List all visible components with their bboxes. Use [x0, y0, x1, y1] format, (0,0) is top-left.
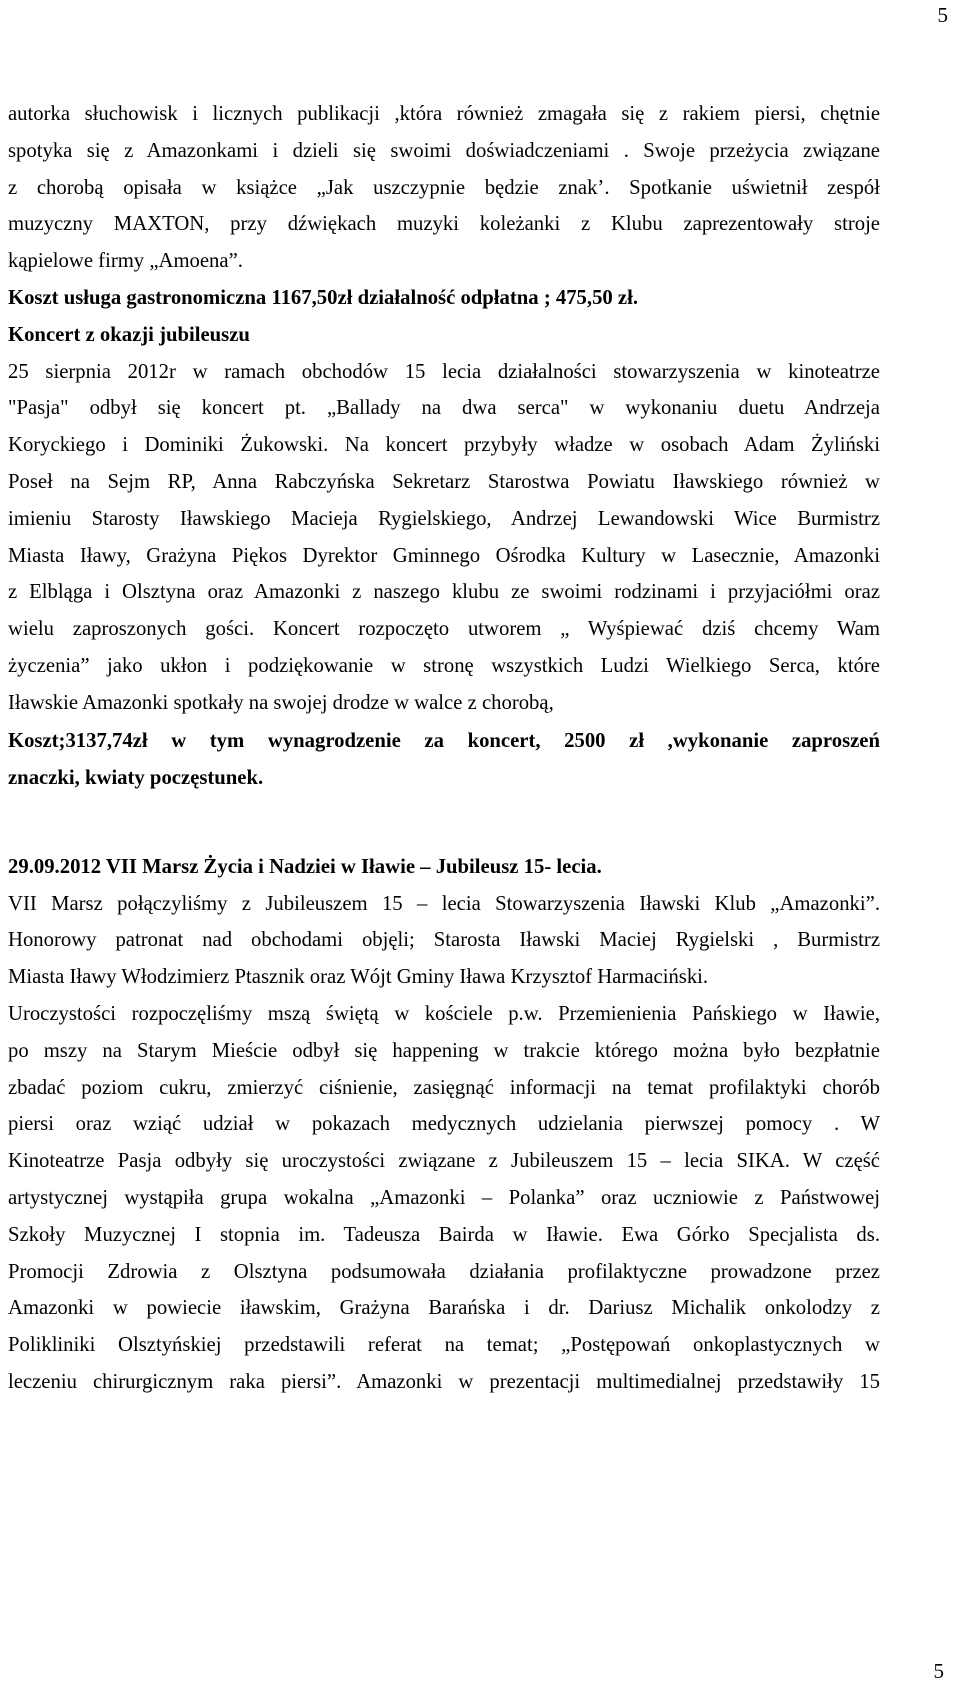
text-line: Koryckiego i Dominiki Żukowski. Na koncert przybyły władze w osobach Adam Żyliński [8, 434, 880, 457]
text-line: "Pasja" odbył się koncert pt. „Ballady na dwa serca" w wykonaniu duetu Andrzeja [8, 397, 880, 420]
text-line: Kinoteatrze Pasja odbyły się uroczystości związane z Jubileuszem 15 – lecia SIKA. W część [8, 1150, 880, 1173]
text-line: Uroczystości rozpoczęliśmy mszą świętą w kościele p.w. Przemienienia Pańskiego w Iławie, [8, 1003, 880, 1026]
text-line: muzyczny MAXTON, przy dźwiękach muzyki koleżanki z Klubu zaprezentowały stroje [8, 213, 880, 236]
text-line: zbadać poziom cukru, zmierzyć ciśnienie, zasięgnąć informacji na temat profilaktyki chorób [8, 1076, 880, 1099]
text-line: wielu zaproszonych gości. Koncert rozpoczęto utworem „ Wyśpiewać dziś chcemy Wam [8, 618, 880, 641]
text-line: Szkoły Muzycznej I stopnia im. Tadeusza Bairda w Iławie. Ewa Górko Specjalista ds. [8, 1223, 880, 1246]
text-line: autorka słuchowisk i licznych publikacji ,która również zmagała się z rakiem piersi, chętnie [8, 103, 880, 125]
text-line: VII Marsz połączyliśmy z Jubileuszem 15 – lecia Stowarzyszenia Iławski Klub „Amazonki”. [8, 892, 880, 915]
section-heading-march: 29.09.2012 VII Marsz Życia i Nadziei w Iławie – Jubileusz 15- lecia. [8, 855, 602, 878]
text-line: Honorowy patronat nad obchodami objęli; Starosta Iławski Maciej Rygielski , Burmistrz [8, 929, 880, 952]
text-line: kąpielowe firmy „Amoena”. [8, 250, 243, 273]
cost-summary-line: Koszt usługa gastronomiczna 1167,50zł działalność odpłatna ; 475,50 zł. [8, 286, 639, 309]
text-line: z chorobą opisała w książce „Jak uszczypnie będzie znak’. Spotkanie uświetnił zespół [8, 176, 880, 199]
text-line: Amazonki w powiecie iławskim, Grażyna Barańska i dr. Dariusz Michalik onkolodzy z [8, 1297, 880, 1320]
text-line: z Elbląga i Olsztyna oraz Amazonki z naszego klubu ze swoimi rodzinami i przyjaciółmi oraz [8, 581, 880, 604]
text-line: Miasta Iławy, Grażyna Piękos Dyrektor Gminnego Ośrodka Kultury w Lasecznie, Amazonki [8, 544, 880, 567]
text-line: po mszy na Starym Mieście odbył się happening w trakcie którego można było bezpłatnie [8, 1039, 880, 1062]
paragraph-gap [8, 797, 880, 849]
section-heading-concert: Koncert z okazji jubileuszu [8, 323, 250, 346]
text-line: Iławskie Amazonki spotkały na swojej drodze w walce z chorobą, [8, 691, 554, 714]
document-body [8, 96, 880, 1401]
text-line: Promocji Zdrowia z Olsztyna podsumowała działania profilaktyczne prowadzone przez [8, 1260, 880, 1283]
text-line: leczeniu chirurgicznym raka piersi”. Amazonki w prezentacji multimedialnej przedstawiły 15 [8, 1371, 880, 1393]
text-line: życzenia” jako ukłon i podziękowanie w stronę wszystkich Ludzi Wielkiego Serca, które [8, 654, 880, 677]
text-line: Polikliniki Olsztyńskiej przedstawili referat na temat; „Postępowań onkoplastycznych w [8, 1334, 880, 1357]
text-line: Miasta Iławy Włodzimierz Ptasznik oraz Wójt Gminy Iława Krzysztof Harmaciński. [8, 966, 709, 989]
text-line: 25 sierpnia 2012r w ramach obchodów 15 lecia działalności stowarzyszenia w kinoteatrze [8, 360, 880, 383]
text-line: artystycznej wystąpiła grupa wokalna „Amazonki – Polanka” oraz uczniowie z Państwowej [8, 1187, 880, 1210]
text-line: imieniu Starosty Iławskiego Macieja Rygielskiego, Andrzej Lewandowski Wice Burmistrz [8, 507, 880, 530]
text-line: spotyka się z Amazonkami i dzieli się swoimi doświadczeniami . Swoje przeżycia związane [8, 139, 880, 162]
cost-summary-line: znaczki, kwiaty poczęstunek. [8, 767, 264, 790]
text-line: Poseł na Sejm RP, Anna Rabczyńska Sekretarz Starostwa Powiatu Iławskiego również w [8, 470, 880, 493]
page-number-top: 5 [937, 3, 948, 27]
page-number-bottom: 5 [933, 1659, 944, 1683]
cost-summary-line: Koszt;3137,74zł w tym wynagrodzenie za koncert, 2500 zł ,wykonanie zaproszeń [8, 729, 880, 752]
text-line: piersi oraz wziąć udział w pokazach medycznych udzielania pierwszej pomocy . W [8, 1113, 880, 1136]
